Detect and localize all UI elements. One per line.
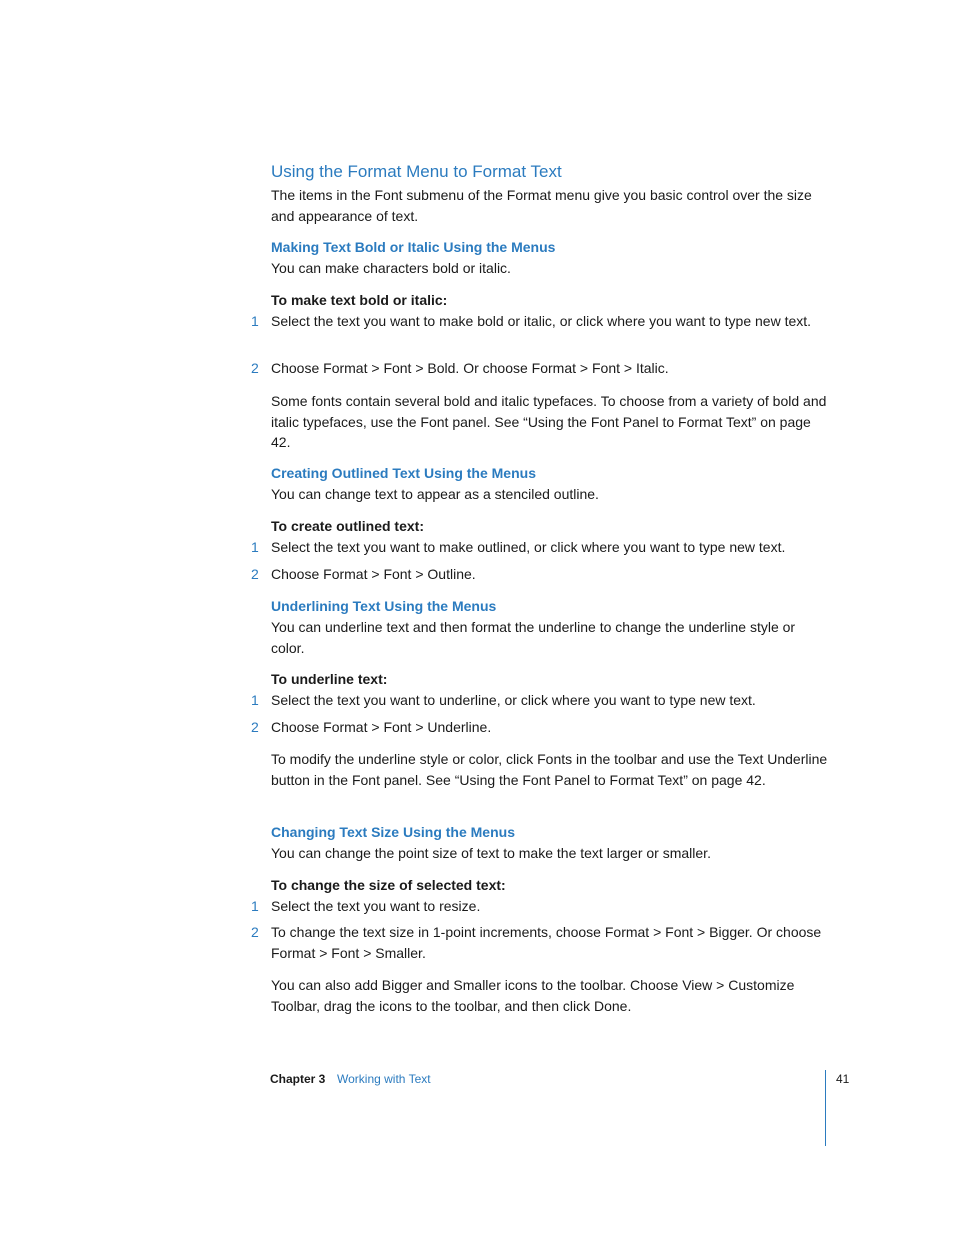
step-text: Select the text you want to resize.: [271, 898, 481, 914]
step-number: 2: [251, 566, 259, 582]
footer-chapter-label: Chapter 3: [270, 1072, 326, 1086]
page-title: Using the Format Menu to Format Text: [271, 162, 562, 181]
section-note-text-size: You can also add Bigger and Smaller icons to the toolbar. Choose View > Customize Toolbar, drag the icons to the toolbar, and then click Done.: [271, 977, 795, 1014]
step-text: Select the text you want to make bold or italic, or click where you want to type new text.: [271, 313, 812, 329]
section-body-text-size: You can change the point size of text to make the text larger or smaller.: [271, 845, 711, 861]
step-number: 1: [251, 539, 259, 555]
footer-chapter-title: Working with Text: [337, 1072, 431, 1086]
step-number: 1: [251, 313, 259, 329]
step-text: To change the text size in 1-point increments, choose Format > Font > Bigger. Or choose Format > Font > Smaller.: [271, 924, 822, 961]
section-note-bold-italic: Some fonts contain several bold and italic typefaces. To choose from a variety of bold and italic typefaces, use the Font panel. See “Using the Font Panel to Format Text” on page 42.: [271, 393, 827, 450]
step-text: Select the text you want to make outlined, or click where you want to type new text.: [271, 539, 786, 555]
step-text: Choose Format > Font > Outline.: [271, 566, 476, 582]
section-heading-bold-italic: Making Text Bold or Italic Using the Menus: [271, 239, 556, 255]
section-heading-underline: Underlining Text Using the Menus: [271, 598, 497, 614]
section-heading-outlined: Creating Outlined Text Using the Menus: [271, 465, 536, 481]
section-body-bold-italic: You can make characters bold or italic.: [271, 260, 511, 276]
step-number: 1: [251, 692, 259, 708]
intro-paragraph: The items in the Font submenu of the Format menu give you basic control over the size and appearance of text.: [271, 187, 812, 224]
step-number: 2: [251, 924, 259, 940]
step-number: 2: [251, 719, 259, 735]
procedure-lead-underline: To underline text:: [271, 671, 388, 687]
step-number: 1: [251, 898, 259, 914]
section-body-underline: You can underline text and then format the underline to change the underline style or color.: [271, 619, 796, 656]
page-number: 41: [836, 1072, 850, 1086]
section-heading-text-size: Changing Text Size Using the Menus: [271, 824, 515, 840]
step-text: Select the text you want to underline, or click where you want to type new text.: [271, 692, 756, 708]
procedure-lead-text-size: To change the size of selected text:: [271, 877, 506, 893]
step-number: 2: [251, 360, 259, 376]
procedure-lead-outlined: To create outlined text:: [271, 518, 424, 534]
procedure-lead-bold-italic: To make text bold or italic:: [271, 292, 448, 308]
section-body-outlined: You can change text to appear as a stenciled outline.: [271, 486, 599, 502]
step-text: Choose Format > Font > Underline.: [271, 719, 492, 735]
step-text: Choose Format > Font > Bold. Or choose Format > Font > Italic.: [271, 360, 669, 376]
section-note-underline: To modify the underline style or color, click Fonts in the toolbar and use the Text Underline button in the Font panel. See “Using the Font Panel to Format Text” on page 42.: [271, 751, 828, 788]
footer-divider: [825, 1070, 826, 1146]
